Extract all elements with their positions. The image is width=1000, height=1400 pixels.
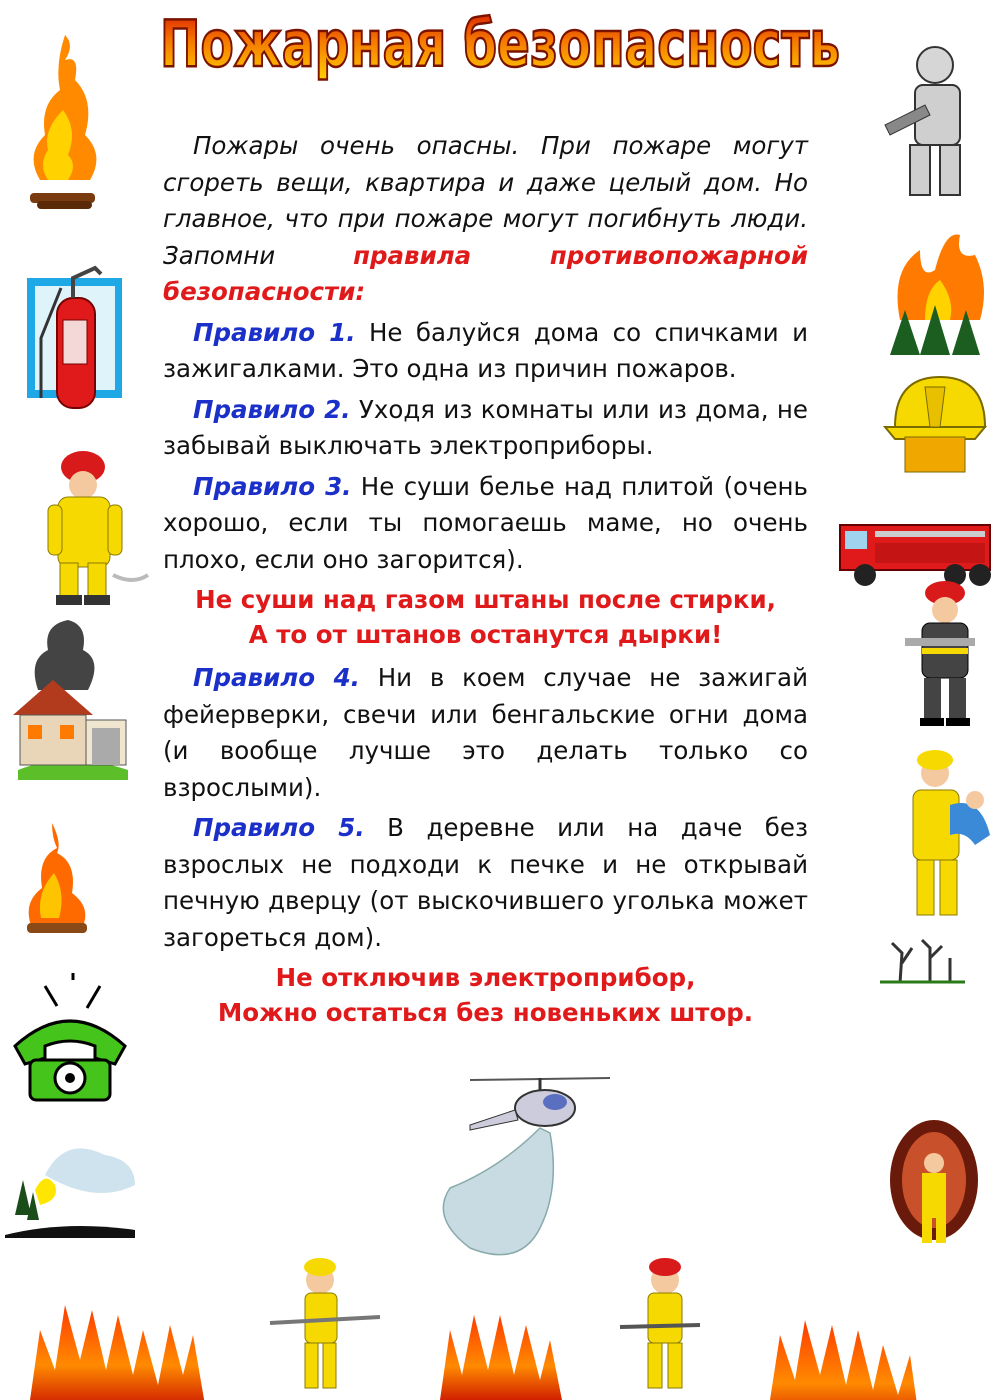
rule-1 bbox=[163, 315, 808, 388]
fire-extinguisher-icon bbox=[25, 258, 125, 418]
helicopter-icon bbox=[430, 1070, 615, 1265]
rule-label: Правило 3. bbox=[193, 471, 352, 501]
rescuer-icon bbox=[895, 745, 1000, 930]
poem-1 bbox=[163, 582, 808, 652]
rule-4 bbox=[163, 660, 808, 806]
campfire-icon bbox=[25, 15, 100, 215]
campfire-icon bbox=[22, 818, 92, 938]
forest-fire-icon bbox=[5, 1135, 140, 1245]
rule-label: Правило 5. bbox=[193, 813, 365, 842]
poem-line: Не отключив электроприбор, bbox=[275, 963, 696, 992]
title-text: Пожарная безопасность bbox=[160, 8, 840, 82]
forest-fire-icon bbox=[880, 230, 998, 360]
rule-text: Не балуйся дома со спичками и зажигалками. Это одна из причин пожаров. bbox=[163, 317, 809, 383]
firefighter-icon bbox=[18, 445, 153, 610]
rule-5 bbox=[163, 810, 808, 956]
rule-2 bbox=[163, 392, 808, 465]
burnt-tree-icon bbox=[880, 938, 965, 983]
main-text bbox=[163, 128, 808, 1038]
rule-text: Ни в коем случае не зажигай фейерверки, свечи или бенгальские огни дома (и вообще лучше это делать только со взрослыми). bbox=[163, 663, 808, 802]
telephone-icon bbox=[5, 968, 135, 1108]
poem-line: А то от штанов останутся дырки! bbox=[248, 620, 723, 649]
rule-text: В деревне или на даче без взрослых не подходи к печке и не открывай печную дверцу (от выскочившего уголька может загореться дом). bbox=[163, 813, 808, 952]
page-title bbox=[150, 0, 850, 82]
poem-2 bbox=[163, 960, 808, 1030]
intro-text: Пожары очень опасны. При пожаре могут сгореть вещи, квартира и даже целый дом. Но главное, что при пожаре могут погибнуть люди. Запомни bbox=[163, 131, 808, 270]
title-art bbox=[150, 0, 850, 82]
intro-paragraph bbox=[163, 128, 808, 311]
intro-highlight: правила противопожарной безопасности: bbox=[163, 240, 808, 306]
firefighter-icon bbox=[900, 578, 985, 730]
poem-line: Не суши над газом штаны после стирки, bbox=[195, 585, 776, 614]
flames-border-icon bbox=[0, 1255, 1000, 1400]
rule-text: Не суши белье над плитой (очень хорошо, если ты помогаешь маме, но очень плохо, если оно загорится). bbox=[163, 471, 809, 574]
rule-text: Уходя из комнаты или из дома, не забывай выключать электроприборы. bbox=[163, 394, 808, 460]
rule-label: Правило 2. bbox=[193, 394, 351, 424]
helmet-icon bbox=[880, 372, 990, 482]
poem-line: Можно остаться без новеньких штор. bbox=[217, 998, 754, 1027]
firefighter-hose-icon bbox=[880, 40, 990, 205]
rule-label: Правило 1. bbox=[193, 317, 356, 347]
firefighter-tunnel-icon bbox=[888, 1118, 980, 1253]
burning-house-icon bbox=[8, 620, 133, 780]
rule-label: Правило 4. bbox=[193, 663, 360, 692]
rule-3 bbox=[163, 469, 808, 579]
